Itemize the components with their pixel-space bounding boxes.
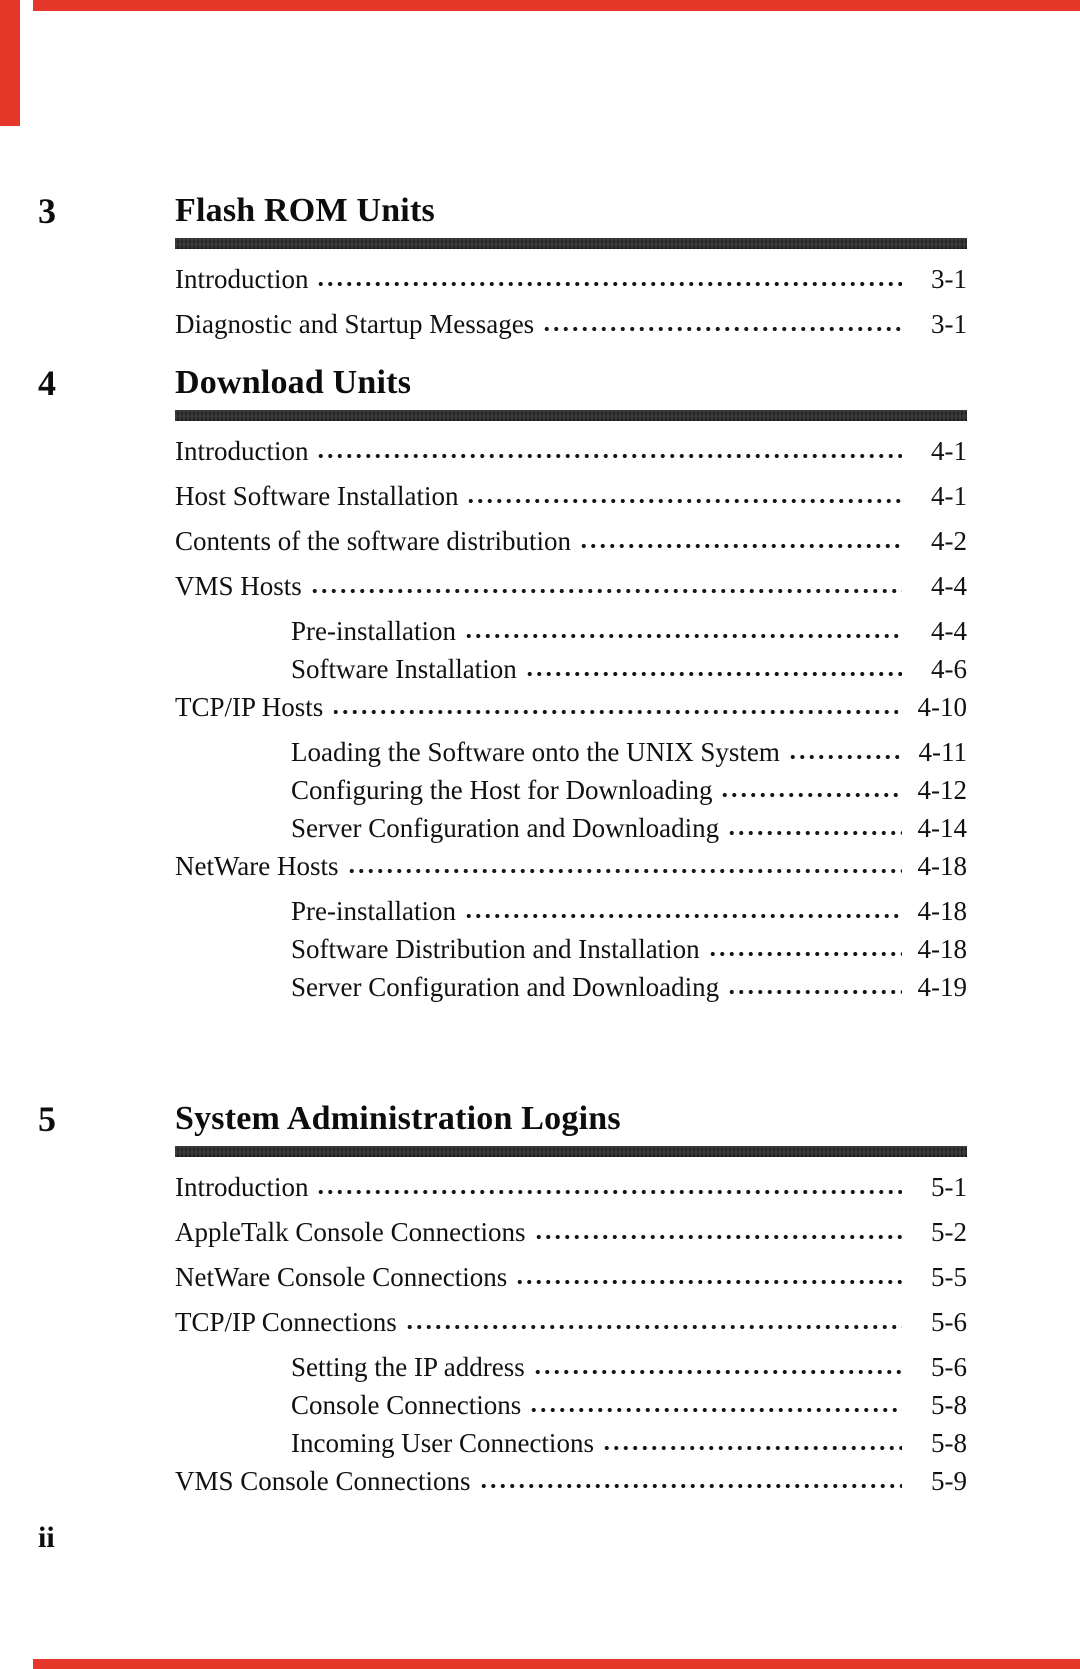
dot-leader <box>466 496 902 506</box>
entry-page: 4-12 <box>917 775 967 805</box>
entry-page: 4-18 <box>917 934 967 964</box>
entry-label: Setting the IP address <box>291 1352 525 1382</box>
toc-entry <box>291 896 967 926</box>
chapter-section <box>38 364 967 1010</box>
entry-page: 4-1 <box>931 481 967 511</box>
entry-label: Contents of the software distribution <box>175 526 571 556</box>
dot-leader <box>310 586 902 596</box>
dot-leader <box>727 987 902 997</box>
entry-label: Loading the Software onto the UNIX System <box>291 737 780 767</box>
entry-page: 4-10 <box>917 692 967 722</box>
dot-leader <box>720 790 902 800</box>
entry-page: 5-6 <box>931 1307 967 1337</box>
toc-entry <box>175 436 967 466</box>
entry-page: 4-19 <box>917 972 967 1002</box>
entry-page: 5-5 <box>931 1262 967 1292</box>
entry-label: Server Configuration and Downloading <box>291 813 720 843</box>
chapter-section <box>38 192 967 354</box>
dot-leader <box>529 1405 902 1415</box>
toc-entry <box>291 775 967 805</box>
entry-page: 5-1 <box>931 1172 967 1202</box>
toc-entry <box>175 481 967 511</box>
toc-entry <box>291 1428 967 1458</box>
dot-leader <box>542 324 902 334</box>
dot-leader <box>405 1322 902 1332</box>
chapter-title: System Administration Logins <box>175 1100 621 1137</box>
toc-entry <box>175 526 967 556</box>
dot-leader <box>316 451 902 461</box>
chapter-body <box>175 1100 967 1511</box>
entry-label: Introduction <box>175 436 309 466</box>
dot-leader <box>525 669 902 679</box>
toc-entry <box>175 264 967 294</box>
entry-label: NetWare Hosts <box>175 851 339 881</box>
chapter-section <box>38 1100 967 1511</box>
toc-entry <box>175 309 967 339</box>
dot-leader <box>534 1232 902 1242</box>
entry-page: 4-11 <box>918 737 967 767</box>
page-folio: ii <box>38 1521 55 1554</box>
entry-label: TCP/IP Hosts <box>175 692 324 722</box>
dot-leader <box>464 911 902 921</box>
entry-label: TCP/IP Connections <box>175 1307 397 1337</box>
dot-leader <box>464 631 902 641</box>
chapter-entries <box>175 264 967 339</box>
dot-leader <box>727 828 902 838</box>
toc-entry <box>291 934 967 964</box>
entry-label: Console Connections <box>291 1390 522 1420</box>
entry-label: Pre-installation <box>291 896 456 926</box>
toc-entry <box>175 1466 967 1496</box>
chapter-title: Download Units <box>175 364 412 401</box>
toc-entry <box>175 1217 967 1247</box>
toc-entry <box>175 692 967 722</box>
entry-page: 4-1 <box>931 436 967 466</box>
chapter-title: Flash ROM Units <box>175 192 435 229</box>
dot-leader <box>515 1277 902 1287</box>
chapter-body <box>175 192 967 354</box>
toc-entry <box>291 654 967 684</box>
dot-leader <box>347 866 902 876</box>
dot-leader <box>331 707 902 717</box>
dot-leader <box>316 1187 902 1197</box>
dot-leader <box>602 1443 902 1453</box>
entry-label: VMS Hosts <box>175 571 302 601</box>
dot-leader <box>579 541 902 551</box>
entry-label: Software Distribution and Installation <box>291 934 700 964</box>
toc-entry <box>175 1262 967 1292</box>
entry-label: AppleTalk Console Connections <box>175 1217 526 1247</box>
heading-rule <box>175 410 967 421</box>
toc-entry <box>291 1352 967 1382</box>
entry-page: 3-1 <box>931 309 967 339</box>
toc-entry <box>175 571 967 601</box>
entry-page: 4-2 <box>931 526 967 556</box>
entry-page: 5-8 <box>931 1428 967 1458</box>
entry-page: 5-2 <box>931 1217 967 1247</box>
entry-page: 4-18 <box>917 851 967 881</box>
entry-label: Introduction <box>175 1172 309 1202</box>
entry-label: Incoming User Connections <box>291 1428 594 1458</box>
entry-label: VMS Console Connections <box>175 1466 471 1496</box>
chapter-number: 4 <box>38 363 56 403</box>
entry-label: Introduction <box>175 264 309 294</box>
dot-leader <box>316 279 902 289</box>
entry-page: 4-18 <box>917 896 967 926</box>
entry-page: 4-6 <box>931 654 967 684</box>
heading-rule <box>175 238 967 249</box>
entry-page: 5-9 <box>931 1466 967 1496</box>
entry-page: 4-14 <box>917 813 967 843</box>
entry-label: Pre-installation <box>291 616 456 646</box>
entry-label: Diagnostic and Startup Messages <box>175 309 535 339</box>
toc-entry <box>175 1307 967 1337</box>
entry-page: 5-6 <box>931 1352 967 1382</box>
heading-rule <box>175 1146 967 1157</box>
entry-label: Software Installation <box>291 654 517 684</box>
dot-leader <box>533 1367 902 1377</box>
toc-entry <box>291 813 967 843</box>
chapter-number: 3 <box>38 191 56 231</box>
entry-label: Configuring the Host for Downloading <box>291 775 713 805</box>
entry-page: 3-1 <box>931 264 967 294</box>
toc-entry <box>175 851 967 881</box>
chapter-body <box>175 364 967 1010</box>
toc <box>38 192 967 1511</box>
entry-page: 5-8 <box>931 1390 967 1420</box>
chapter-entries <box>175 1172 967 1496</box>
entry-page: 4-4 <box>931 616 967 646</box>
dot-leader <box>479 1481 902 1491</box>
entry-label: NetWare Console Connections <box>175 1262 508 1292</box>
chapter-entries <box>175 436 967 1002</box>
entry-label: Host Software Installation <box>175 481 459 511</box>
scan-mark-bottom <box>33 1659 1080 1669</box>
toc-entry <box>291 1390 967 1420</box>
dot-leader <box>708 949 902 959</box>
entry-label: Server Configuration and Downloading <box>291 972 720 1002</box>
toc-entry <box>291 972 967 1002</box>
toc-entry <box>291 737 967 767</box>
dot-leader <box>788 752 902 762</box>
entry-page: 4-4 <box>931 571 967 601</box>
toc-entry <box>291 616 967 646</box>
toc-entry <box>175 1172 967 1202</box>
chapter-number: 5 <box>38 1099 56 1139</box>
